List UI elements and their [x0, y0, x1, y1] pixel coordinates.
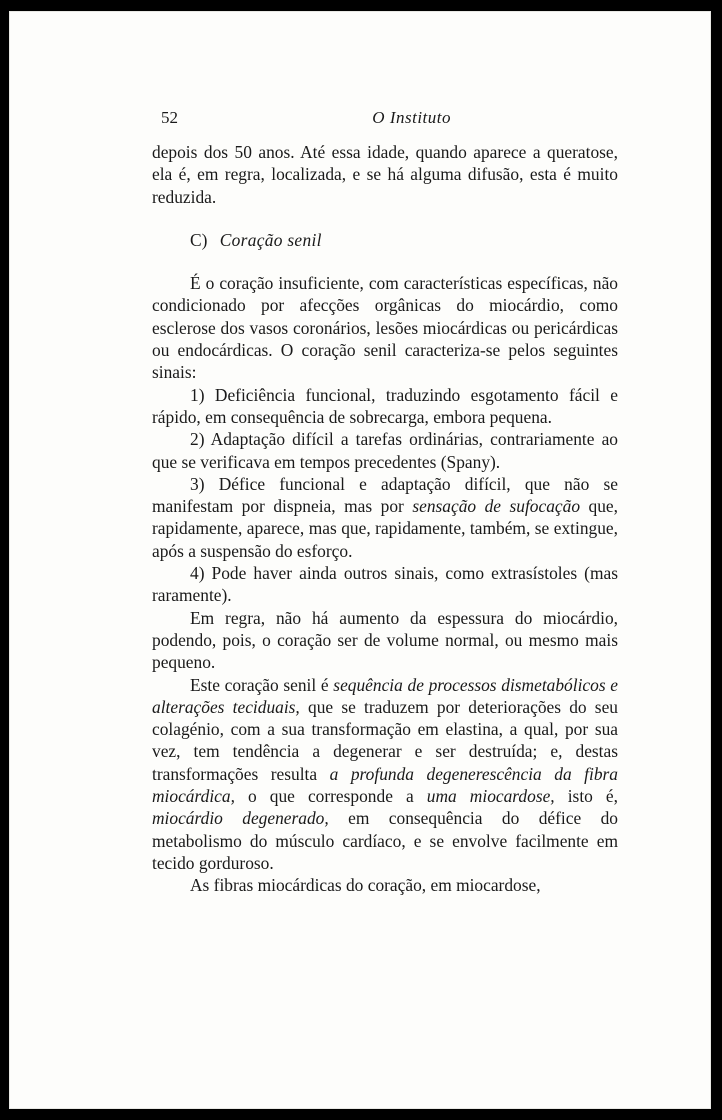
sign-item-3-text-b: que, rapidamente, aparece, mas que, rapidamente, também, se extingue, após a suspensão do esforço. [152, 496, 618, 561]
miocardose-emphasis-1: sequência de processos dismetabólicos e alterações teciduais, [152, 674, 618, 717]
miocardose-text-e: em consequência do défice do metabolismo do músculo cardíaco, e se envolve facilmente em tecido gorduroso. [152, 808, 618, 873]
miocardose-text-d: isto é, [554, 786, 618, 807]
miocardose-emphasis-2: a profunda degenerescência da fibra miocárdica, [152, 763, 619, 807]
sign-item-2: 2) Adaptação difícil a tarefas ordinárias, contrariamente ao que se verificava em tempos precedentes (Spany). [152, 429, 618, 472]
page-number: 52 [161, 108, 178, 127]
paragraph-continuation: depois dos 50 anos. Até essa idade, quando aparece a queratose, ela é, em regra, localizada, e se há alguma difusão, esta é muito reduzida. [152, 142, 618, 207]
section-title: Coração senil [219, 229, 322, 250]
paragraph-definition: É o coração insuficiente, com características específicas, não condicionado por afecções orgânicas do miocárdio, como esclerose dos vasos coronários, lesões miocárdicas ou pericárdicas ou endocárdicas. O coração senil caracteriza-se pelos seguintes sinais: [152, 273, 618, 383]
body-text [152, 141, 618, 897]
miocardose-text-c: o que corresponde a [234, 786, 427, 807]
section-label: C) [190, 229, 208, 250]
sign-item-3-text-a: 3) Défice funcional e adaptação difícil, que não se manifestam por dispneia, mas por [152, 473, 618, 517]
section-heading [152, 229, 618, 251]
running-head [161, 108, 451, 130]
paragraph-volume: Em regra, não há aumento da espessura do miocárdio, podendo, pois, o coração ser de volume normal, ou mesmo mais pequeno. [152, 607, 618, 673]
sign-item-3-emphasis: sensação de sufocação [412, 496, 581, 517]
paragraph-miocardose [152, 674, 618, 875]
miocardose-emphasis-3: uma miocardose, [426, 786, 555, 807]
sign-item-4: 4) Pode haver ainda outros sinais, como extrasístoles (mas raramente). [152, 563, 618, 606]
miocardose-text-a: Este coração senil é [190, 674, 334, 695]
sign-item-1: 1) Deficiência funcional, traduzindo esgotamento fácil e rápido, em consequência de sobrecarga, embora pequena. [152, 384, 618, 427]
miocardose-emphasis-4: miocárdio degenerado, [152, 808, 329, 829]
miocardose-text-b: que se traduzem por deteriorações do seu colagénio, com a sua transformação em elastina, a qual, por sua vez, tem tendência a degenerar e ser destruída; e, destas transformações resulta [152, 696, 618, 784]
running-title: O Instituto [372, 108, 451, 127]
sign-item-3 [152, 473, 618, 562]
paragraph-fibras: As fibras miocárdicas do coração, em miocardose, [190, 875, 541, 896]
